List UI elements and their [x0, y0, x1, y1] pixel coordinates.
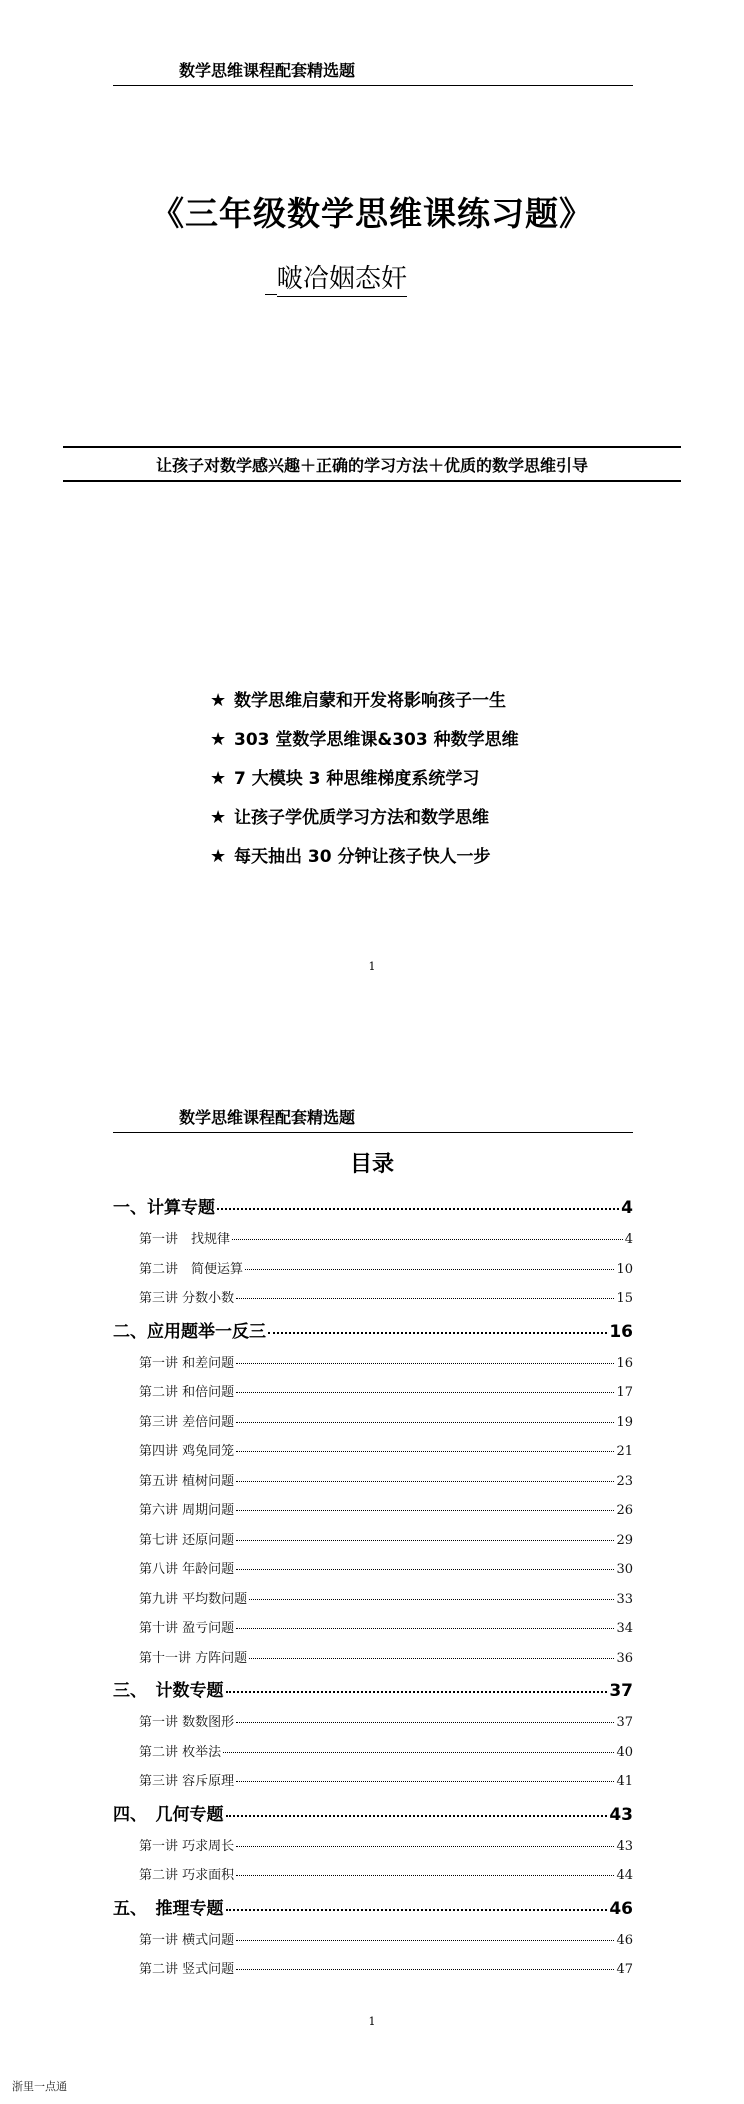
toc-entry-label: 第十讲 盈亏问题 [139, 1621, 235, 1636]
toc-lecture-row[interactable] [113, 1381, 633, 1411]
toc-entry-label: 第一讲 横式问题 [139, 1932, 235, 1948]
toc-entry-label: 第一讲 巧求周长 [139, 1838, 235, 1854]
toc-entry-label: 第三讲 容斥原理 [139, 1774, 235, 1789]
toc-entry-label: 一、计算专题 [113, 1198, 215, 1218]
slogan-text: 让孩子对数学感兴趣＋正确的学习方法＋优质的数学思维引导 [155, 456, 588, 475]
toc-entry-label: 第二讲 竖式问题 [139, 1962, 235, 1977]
dot-leader [223, 1752, 614, 1753]
feature-item [210, 686, 519, 725]
toc-section-row[interactable] [113, 1317, 633, 1352]
subtitle-blank-line [265, 270, 277, 295]
star-icon: ★ [210, 690, 227, 711]
toc-entry-label: 二、应用题举一反三 [113, 1321, 266, 1342]
dot-leader [226, 1691, 608, 1693]
toc-entry-page: 46 [616, 1932, 633, 1948]
toc-section-row[interactable] [113, 1676, 633, 1711]
toc-entry-label: 第三讲 分数小数 [139, 1291, 235, 1306]
slogan-band [63, 446, 681, 482]
dot-leader [236, 1392, 614, 1393]
toc-entry-page: 4 [621, 1198, 633, 1218]
toc-entry-label: 第七讲 还原问题 [139, 1532, 235, 1548]
dot-leader [249, 1599, 614, 1600]
toc-entry-page: 16 [609, 1321, 633, 1342]
toc-lecture-row[interactable] [113, 1470, 633, 1500]
subtitle-text: 啵冾姻态奸 [277, 264, 407, 297]
toc-title: 目录 [349, 1152, 394, 1177]
page-number: 1 [368, 960, 376, 973]
feature-item [210, 803, 519, 842]
running-header-text: 数学思维课程配套精选题 [179, 61, 356, 80]
feature-text: 让孩子学优质学习方法和数学思维 [234, 808, 489, 828]
toc-lecture-row[interactable] [113, 1258, 633, 1288]
toc-entry-label: 第二讲 简便运算 [139, 1261, 244, 1277]
toc-entry-page: 15 [616, 1291, 633, 1306]
toc-lecture-row[interactable] [113, 1228, 633, 1258]
toc-entry-page: 37 [609, 1681, 633, 1701]
dot-leader [236, 1969, 614, 1970]
dot-leader [226, 1909, 608, 1911]
toc-entry-page: 43 [616, 1838, 633, 1854]
running-header [113, 58, 633, 86]
toc-entry-page: 26 [616, 1503, 633, 1518]
toc-lecture-row[interactable] [113, 1440, 633, 1470]
toc-lecture-row[interactable] [113, 1835, 633, 1865]
feature-text: 每天抽出 30 分钟让孩子快人一步 [234, 847, 491, 867]
feature-item [210, 725, 519, 764]
toc-lecture-row[interactable] [113, 1958, 633, 1988]
toc-entry-page: 17 [616, 1385, 633, 1400]
toc-lecture-row[interactable] [113, 1770, 633, 1800]
dot-leader [249, 1658, 614, 1659]
toc-entry-page: 19 [616, 1414, 633, 1430]
toc-entry-label: 第十一讲 方阵问题 [139, 1650, 248, 1666]
toc-entry-page: 47 [616, 1962, 633, 1977]
dot-leader [236, 1510, 614, 1511]
document-title: 《三年级数学思维课练习题》 [151, 194, 593, 233]
dot-leader [236, 1540, 614, 1541]
toc-entry-page: 4 [624, 1232, 633, 1247]
toc-lecture-row[interactable] [113, 1617, 633, 1647]
toc-lecture-row[interactable] [113, 1352, 633, 1382]
star-icon: ★ [210, 729, 227, 750]
feature-list [210, 686, 519, 881]
toc-entry-label: 第八讲 年龄问题 [139, 1562, 235, 1577]
toc-entry-page: 40 [616, 1744, 633, 1760]
dot-leader [226, 1815, 608, 1817]
dot-leader [236, 1451, 614, 1452]
toc-lecture-row[interactable] [113, 1929, 633, 1959]
toc-entry-label: 第二讲 巧求面积 [139, 1868, 235, 1883]
toc-entry-label: 第二讲 枚举法 [139, 1744, 222, 1760]
toc-entry-page: 29 [616, 1532, 633, 1548]
dot-leader [236, 1569, 614, 1570]
toc-entry-page: 33 [616, 1591, 633, 1607]
toc-section-row[interactable] [113, 1894, 633, 1929]
feature-text: 303 堂数学思维课&303 种数学思维 [234, 730, 519, 750]
dot-leader [236, 1781, 614, 1782]
dot-leader [217, 1208, 619, 1210]
toc-lecture-row[interactable] [113, 1711, 633, 1741]
document-subtitle [265, 258, 407, 295]
toc-entry-label: 第一讲 数数图形 [139, 1715, 235, 1730]
toc-entry-page: 16 [616, 1355, 633, 1371]
star-icon: ★ [210, 846, 227, 867]
toc-entry-page: 43 [609, 1804, 633, 1825]
toc-lecture-row[interactable] [113, 1647, 633, 1677]
dot-leader [236, 1363, 614, 1364]
dot-leader [236, 1722, 614, 1723]
dot-leader [245, 1269, 614, 1270]
dot-leader [236, 1628, 614, 1629]
toc-entry-page: 46 [609, 1898, 633, 1919]
running-header-text: 数学思维课程配套精选题 [179, 1108, 356, 1127]
dot-leader [232, 1239, 623, 1240]
toc-entry-label: 第一讲 和差问题 [139, 1355, 235, 1371]
dot-leader [236, 1481, 614, 1482]
toc-entry-page: 41 [616, 1774, 633, 1789]
toc-entry-page: 21 [616, 1444, 633, 1459]
dot-leader [236, 1875, 614, 1876]
toc-entry-label: 第六讲 周期问题 [139, 1503, 235, 1518]
star-icon: ★ [210, 768, 227, 789]
toc-entry-label: 三、 计数专题 [113, 1681, 224, 1701]
dot-leader [268, 1332, 607, 1334]
toc-entry-page: 30 [616, 1562, 633, 1577]
toc-entry-label: 第三讲 差倍问题 [139, 1414, 235, 1430]
toc-entry-page: 10 [616, 1261, 633, 1277]
toc-lecture-row[interactable] [113, 1588, 633, 1618]
dot-leader [236, 1298, 614, 1299]
running-header [113, 1105, 633, 1133]
dot-leader [236, 1940, 614, 1941]
feature-text: 数学思维启蒙和开发将影响孩子一生 [234, 691, 506, 711]
toc-entry-label: 五、 推理专题 [113, 1898, 224, 1919]
toc-lecture-row[interactable] [113, 1529, 633, 1559]
toc-list [113, 1193, 633, 1988]
toc-lecture-row[interactable] [113, 1864, 633, 1894]
feature-text: 7 大模块 3 种思维梯度系统学习 [234, 769, 480, 789]
toc-lecture-row[interactable] [113, 1411, 633, 1441]
footer-note: 浙里一点通 [12, 2080, 67, 2093]
toc-entry-page: 44 [616, 1868, 633, 1883]
toc-entry-label: 第四讲 鸡兔同笼 [139, 1444, 235, 1459]
star-icon: ★ [210, 807, 227, 828]
feature-item [210, 842, 519, 881]
toc-entry-page: 37 [616, 1715, 633, 1730]
page-number: 1 [368, 2015, 376, 2028]
dot-leader [236, 1422, 614, 1423]
toc-entry-page: 36 [616, 1650, 633, 1666]
toc-entry-label: 第九讲 平均数问题 [139, 1591, 248, 1607]
toc-entry-page: 34 [616, 1621, 633, 1636]
toc-entry-label: 四、 几何专题 [113, 1804, 224, 1825]
toc-entry-label: 第二讲 和倍问题 [139, 1385, 235, 1400]
toc-entry-label: 第一讲 找规律 [139, 1232, 231, 1247]
toc-lecture-row[interactable] [113, 1558, 633, 1588]
toc-entry-label: 第五讲 植树问题 [139, 1473, 235, 1489]
dot-leader [236, 1846, 614, 1847]
feature-item [210, 764, 519, 803]
toc-section-row[interactable] [113, 1800, 633, 1835]
toc-section-row[interactable] [113, 1193, 633, 1228]
toc-entry-page: 23 [616, 1473, 633, 1489]
toc-lecture-row[interactable] [113, 1287, 633, 1317]
toc-lecture-row[interactable] [113, 1499, 633, 1529]
toc-lecture-row[interactable] [113, 1741, 633, 1771]
toc-page [0, 1105, 744, 2065]
